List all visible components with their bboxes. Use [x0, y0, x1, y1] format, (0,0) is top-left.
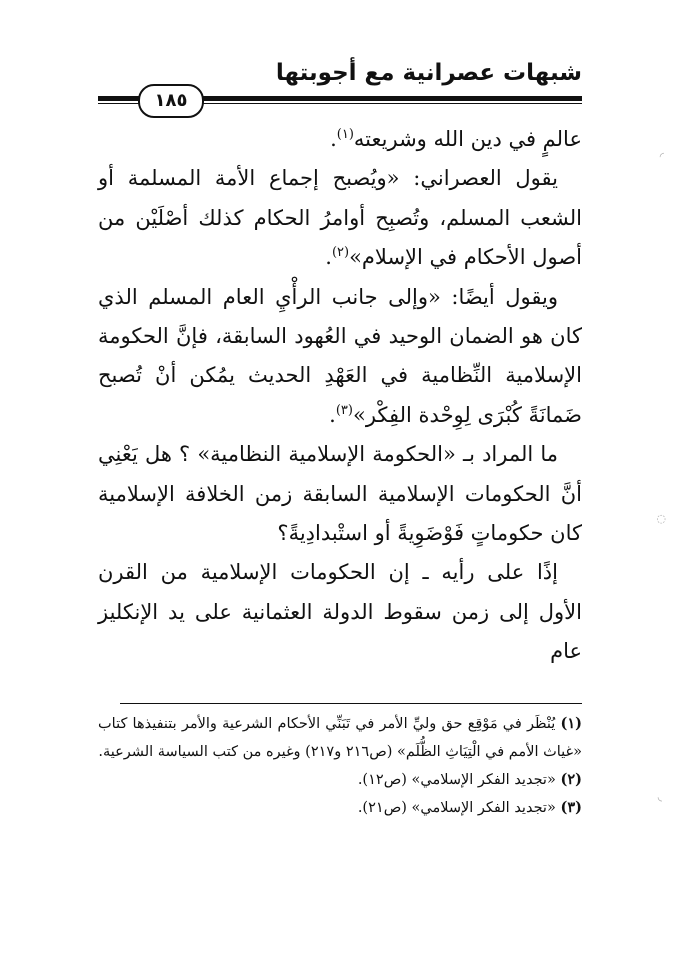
scan-margin-mark: ◟ [657, 790, 662, 803]
paragraph-5: إذًا على رأيه ـ إن الحكومات الإسلامية من القرن الأول إلى زمن سقوط الدولة العثمانية على يد الإنكليز عام [98, 560, 582, 664]
footnote-text: «تجديد الفكر الإسلامي» (ص٢١). [357, 800, 556, 816]
footnote-rule [120, 703, 582, 704]
paragraph-2-text: يقول العصراني: «ويُصبح إجماع الأمة المسلمة أو الشعب المسلم، وتُصبِح أوامرُ الحكام كذلك أصْلَيْن من أصول الأحكام في الإسلام» [98, 166, 582, 270]
body-text [98, 120, 582, 672]
paragraph-3-text: ويقول أيضًا: «وإلى جانب الرأْيِ العام المسلم الذي كان هو الضمان الوحيد في العُهود السابقة، فإنَّ الحكومة الإسلامية النِّظامية في العَهْدِ الحديث يمُكن أنْ تُصبح ضَمانَةً كُبْرَى لِوِحْدة الفِكْر» [98, 284, 582, 427]
paragraph-3-tail: . [329, 402, 336, 427]
paragraph-2-tail: . [325, 245, 332, 270]
footnote-2 [98, 766, 582, 794]
footnotes [98, 710, 582, 822]
scan-margin-mark: ◌ [656, 512, 666, 525]
footnote-3 [98, 794, 582, 822]
footnote-text: يُنْظَر في مَوْقِع حق وليِّ الأمر في تَبَنِّي الأحكام الشرعية والأمر بتنفيذها كتاب «غياث الأمم في الْتِيَاثِ الظُّلَم» (ص٢١٦ و٢١٧) وغيره من كتب السياسة الشرعية. [98, 716, 582, 760]
paragraph-3 [98, 278, 582, 436]
footnote-ref-1: (١) [336, 127, 354, 142]
footnote-1 [98, 710, 582, 766]
footnote-text: «تجديد الفكر الإسلامي» (ص١٢). [357, 772, 556, 788]
footnote-number: (٢) [560, 771, 582, 788]
paragraph-2 [98, 159, 582, 277]
paragraph-1-text: عالمٍ في دين الله وشريعته [353, 127, 582, 151]
footnote-ref-3: (٣) [335, 402, 353, 418]
running-title: شبهات عصرانية مع أجوبتها [275, 60, 582, 86]
footnote-ref-2: (٢) [331, 245, 350, 261]
paragraph-1 [98, 120, 582, 159]
paragraph-4: ما المراد بـ «الحكومة الإسلامية النظامية» ؟ هل يَعْنِي أنَّ الحكومات الإسلامية السابقة زمن الخلافة الإسلامية كان حكوماتٍ فَوْضَوِيةً أو استْبدادِيةً؟ [98, 442, 582, 546]
page-number: ١٨٥ [138, 84, 204, 118]
paragraph-1-tail: . [330, 127, 337, 151]
footnote-number: (١) [560, 715, 583, 732]
footnote-number: (٣) [560, 799, 582, 816]
scan-margin-mark: ◜ [659, 150, 664, 163]
